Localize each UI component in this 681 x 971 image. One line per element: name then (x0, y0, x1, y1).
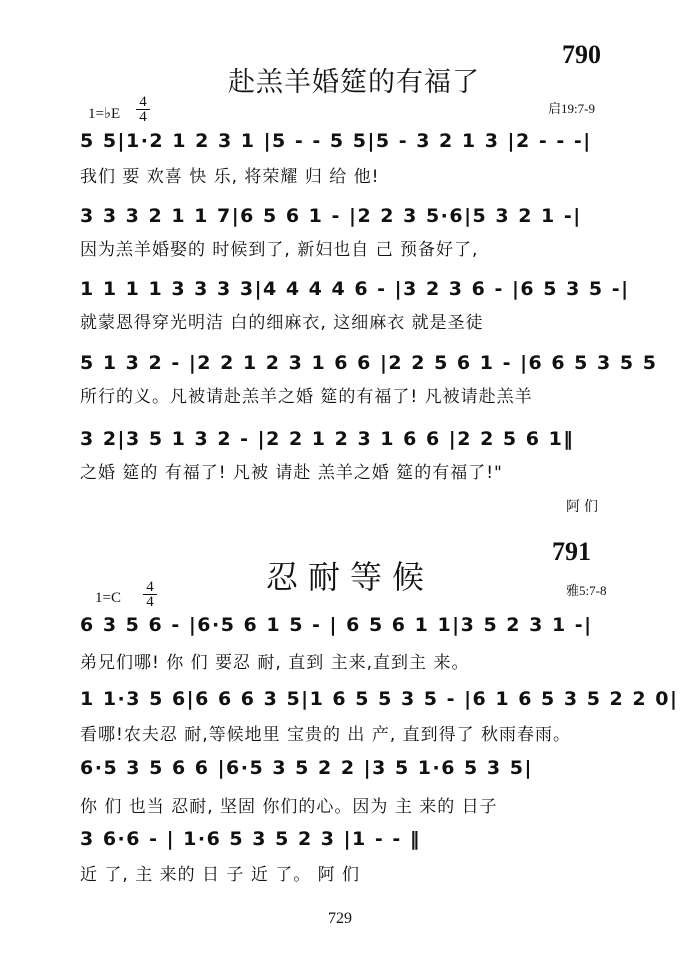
time-signature-bottom: 4 (136, 109, 150, 124)
song-number-790: 790 (562, 40, 601, 69)
song-title-790: 赴羔羊婚筵的有福了 (228, 67, 480, 98)
notation-line-791-4: 3 6·6 - | 1·6 5 3 5 2 3 |1 - - ‖ (80, 828, 421, 850)
lyrics-line-791-3: 你 们 也当 忍耐, 坚固 你们的心。因为 主 来的 日子 (80, 797, 498, 817)
scripture-reference-790: 启19:7-9 (548, 101, 595, 116)
lyrics-line-790-5: 之婚 筵的 有福了! 凡被 请赴 羔羊之婚 筵的有福了!" (80, 463, 503, 483)
time-signature-791 (143, 580, 157, 609)
notation-line-791-1: 6 3 5 6 - |6·5 6 1 5 - | 6 5 6 1 1|3 5 2 3 1 -| (80, 614, 593, 636)
notation-line-790-5: 3 2|3 5 1 3 2 - |2 2 1 2 3 1 6 6 |2 2 5 6 1‖ (80, 428, 575, 450)
lyrics-line-791-1: 弟兄们哪! 你 们 要忍 耐, 直到 主来,直到主 来。 (80, 653, 470, 673)
time-signature-bottom: 4 (143, 594, 157, 609)
lyrics-line-791-4: 近 了, 主 来的 日 子 近 了。 阿 们 (80, 865, 361, 885)
notation-line-790-1: 5 5|1·2 1 2 3 1 |5 - - 5 5|5 - 3 2 1 3 |2 - - -| (80, 130, 592, 152)
key-signature-791: 1=C (95, 590, 121, 606)
lyrics-line-790-4: 所行的义。凡被请赴羔羊之婚 筵的有福了! 凡被请赴羔羊 (80, 387, 533, 407)
notation-line-791-3: 6·5 3 5 6 6 |6·5 3 5 2 2 |3 5 1·6 5 3 5| (80, 757, 533, 779)
lyrics-line-790-1: 我们 要 欢喜 快 乐, 将荣耀 归 给 他! (80, 167, 380, 187)
lyrics-line-790-2: 因为羔羊婚娶的 时候到了, 新妇也自 己 预备好了, (80, 240, 479, 260)
amen-790: 阿们 (566, 499, 602, 515)
song-number-791: 791 (552, 537, 591, 566)
lyrics-line-790-3: 就蒙恩得穿光明洁 白的细麻衣, 这细麻衣 就是圣徒 (80, 313, 484, 333)
notation-line-790-3: 1 1 1 1 3 3 3 3|4 4 4 4 6 - |3 2 3 6 - |6 5 3 5 -| (80, 278, 630, 300)
notation-line-791-2: 1 1·3 5 6|6 6 6 3 5|1 6 5 5 3 5 - |6 1 6 5 3 5 2 2 0| (80, 688, 679, 710)
notation-line-790-2: 3 3 3 2 1 1 7|6 5 6 1 - |2 2 3 5·6|5 3 2 1 -| (80, 205, 582, 227)
key-signature-790: 1=♭E (88, 106, 121, 122)
time-signature-top: 4 (139, 94, 147, 110)
scripture-reference-791: 雅5:7-8 (566, 583, 607, 598)
page-number: 729 (328, 910, 352, 927)
notation-line-790-4: 5 1 3 2 - |2 2 1 2 3 1 6 6 |2 2 5 6 1 - |6 6 5 3 5 5 (80, 352, 658, 374)
time-signature-top: 4 (146, 579, 154, 595)
lyrics-line-791-2: 看哪!农夫忍 耐,等候地里 宝贵的 出 产, 直到得了 秋雨春雨。 (80, 725, 572, 745)
time-signature-790 (136, 95, 150, 124)
song-title-791: 忍耐等候 (266, 558, 435, 596)
